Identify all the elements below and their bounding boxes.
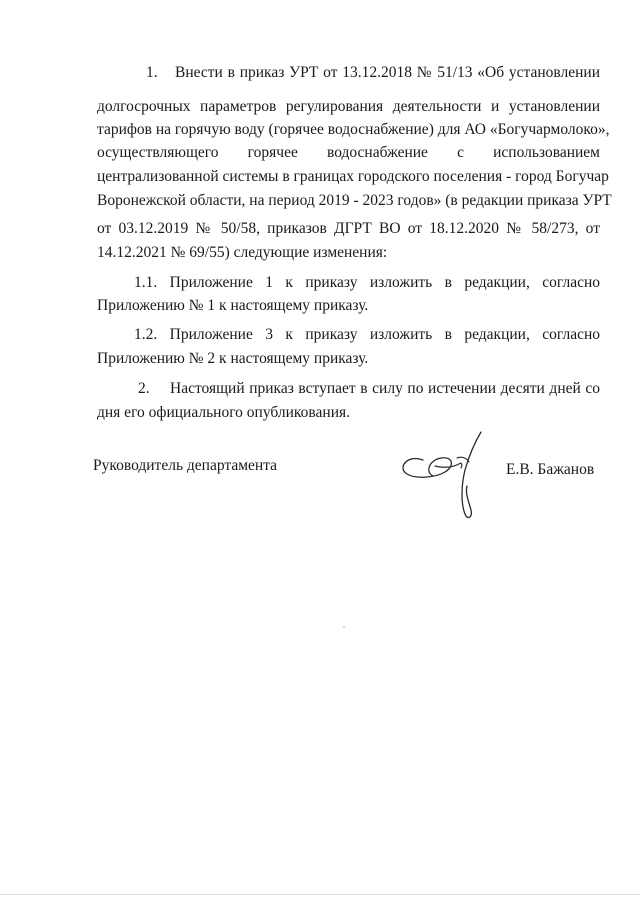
sub1-line-1: 1.1. Приложение 1 к приказу изложить в редакции, согласно	[134, 274, 600, 291]
para2-line-1: Настоящий приказ вступает в силу по истечении десяти дней со	[170, 380, 600, 397]
para1-line-3: тарифов на горячую воду (горячее водоснабжение) для АО «Богучармолоко»,	[97, 121, 610, 138]
sub1-line-2: Приложению № 1 к настоящему приказу.	[97, 297, 369, 314]
para1-line-4: осуществляющего горячее водоснабжение с использованием	[97, 144, 600, 161]
para1-line-6: Воронежской области, на период 2019 - 2023 годов» (в редакции приказа УРТ	[97, 192, 612, 209]
signer-name: Е.В. Бажанов	[506, 461, 595, 478]
para1-line-1: Внести в приказ УРТ от 13.12.2018 № 51/13 «Об установлении	[175, 64, 600, 81]
signer-position: Руководитель департамента	[93, 457, 278, 474]
para1-line-5: централизованной системы в границах городского поселения - город Богучар	[97, 168, 609, 185]
para1-line-7: от 03.12.2019 № 50/58, приказов ДГРТ ВО от 18.12.2020 № 58/273, от	[97, 220, 600, 237]
scan-speck	[343, 626, 345, 628]
handwritten-signature	[395, 428, 495, 528]
para1-line-8: 14.12.2021 № 69/55) следующие изменения:	[97, 244, 388, 261]
para1-line-2: долгосрочных параметров регулирования деятельности и установлении	[97, 98, 600, 115]
scan-bottom-edge	[0, 894, 640, 895]
sub2-line-1: 1.2. Приложение 3 к приказу изложить в редакции, согласно	[134, 326, 600, 343]
para1-number: 1.	[146, 64, 158, 81]
para2-line-2: дня его официального опубликования.	[97, 404, 351, 421]
para2-number: 2.	[138, 380, 150, 397]
sub2-line-2: Приложению № 2 к настоящему приказу.	[97, 350, 369, 367]
